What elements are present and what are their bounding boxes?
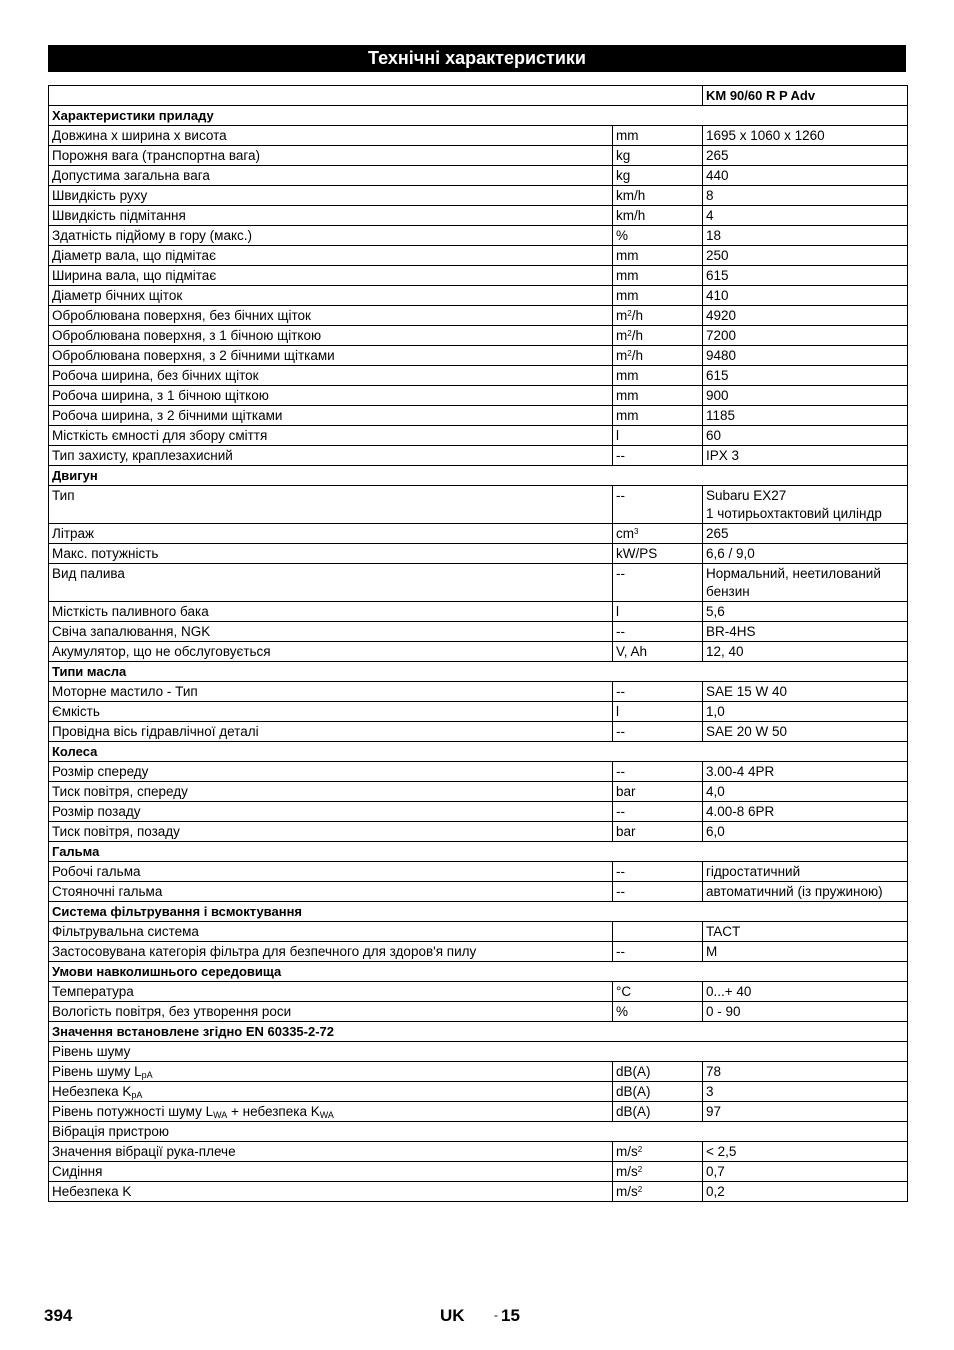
param-value: [703, 486, 908, 524]
section-heading: Значення встановлене згідно EN 60335-2-72: [49, 1022, 908, 1042]
param-unit: --: [613, 802, 703, 822]
table-row: [49, 982, 908, 1002]
value-line: 1,0: [706, 704, 725, 719]
param-value: [703, 186, 908, 206]
table-row: [49, 524, 908, 544]
value-line: 6,0: [706, 824, 725, 839]
value-line: 4920: [706, 308, 737, 323]
value-line: 0 - 90: [706, 1004, 741, 1019]
param-unit: l: [613, 426, 703, 446]
param-value: 0,2: [703, 1182, 908, 1202]
table-row: [49, 366, 908, 386]
param-unit: kg: [613, 166, 703, 186]
table-row: [49, 622, 908, 642]
value-line: 12, 40: [706, 644, 744, 659]
value-line: TACT: [706, 924, 741, 939]
section-heading: Типи масла: [49, 662, 908, 682]
param-value: [703, 346, 908, 366]
param-name: Швидкість підмітання: [49, 206, 613, 226]
param-name: Оброблювана поверхня, з 2 бічними щітками: [49, 346, 613, 366]
table-row: [49, 1142, 908, 1162]
param-name: Тип захисту, краплезахисний: [49, 446, 613, 466]
param-unit: --: [613, 622, 703, 642]
value-line: 4: [706, 208, 714, 223]
param-name: Стояночні гальма: [49, 882, 613, 902]
param-name: Оброблювана поверхня, з 1 бічною щіткою: [49, 326, 613, 346]
param-unit: [613, 306, 703, 326]
param-name: Діаметр бічних щіток: [49, 286, 613, 306]
table-row: [49, 762, 908, 782]
unit-text: dB(A): [616, 1084, 651, 1099]
param-name: [49, 1142, 613, 1162]
name-text-mid: + небезпека K: [227, 1104, 320, 1119]
unit-base: m: [616, 348, 628, 363]
table-row: [49, 166, 908, 186]
section-row: [49, 962, 908, 982]
param-unit: mm: [613, 266, 703, 286]
unit-exponent: 2: [637, 1145, 643, 1154]
value-line: 265: [706, 148, 729, 163]
unit-tail: /h: [631, 308, 643, 323]
unit-text: dB(A): [616, 1104, 651, 1119]
param-unit: l: [613, 602, 703, 622]
param-name: Розмір спереду: [49, 762, 613, 782]
subheading-cell: Рівень шуму: [49, 1042, 908, 1062]
param-value: [703, 406, 908, 426]
value-line: 4,0: [706, 784, 725, 799]
param-value: 78: [703, 1062, 908, 1082]
param-value: [703, 982, 908, 1002]
param-unit: mm: [613, 386, 703, 406]
page-title: Технічні характеристики: [48, 45, 906, 72]
value-line: BR-4HS: [706, 624, 756, 639]
table-row: [49, 544, 908, 564]
section-heading: Система фільтрування і всмоктування: [49, 902, 908, 922]
table-row: [49, 822, 908, 842]
subheading-cell: Вібрація пристрою: [49, 1122, 908, 1142]
value-line: 18: [706, 228, 722, 243]
section-heading: Умови навколишнього середовища: [49, 962, 908, 982]
param-unit: [613, 346, 703, 366]
value-line: 1695 x 1060 x 1260: [706, 128, 825, 143]
param-name: Діаметр вала, що підмітає: [49, 246, 613, 266]
param-name: Робочі гальма: [49, 862, 613, 882]
value-line: автоматичний (із пружиною): [706, 884, 883, 899]
param-name: [49, 1182, 613, 1202]
table-row: [49, 1122, 908, 1142]
param-value: [703, 882, 908, 902]
section-page-value: 15: [501, 1306, 520, 1325]
param-name: Порожня вага (транспортна вага): [49, 146, 613, 166]
unit-exponent: 3: [634, 527, 639, 536]
param-value: 3: [703, 1082, 908, 1102]
param-value: [703, 146, 908, 166]
param-name: Тиск повітря, позаду: [49, 822, 613, 842]
unit-base: m/s: [616, 1184, 638, 1199]
param-value: [703, 702, 908, 722]
param-unit: kg: [613, 146, 703, 166]
param-value: [703, 682, 908, 702]
param-unit: mm: [613, 366, 703, 386]
param-name: Довжина x ширина x висота: [49, 126, 613, 146]
value-line: 410: [706, 288, 729, 303]
page-number: 394: [44, 1306, 73, 1325]
param-unit: [613, 326, 703, 346]
param-name: Ємкість: [49, 702, 613, 722]
unit-text: dB(A): [616, 1064, 651, 1079]
param-unit: [613, 922, 703, 942]
table-row: [49, 682, 908, 702]
value-line-2: бензин: [706, 584, 750, 599]
param-name: Тип: [49, 486, 613, 524]
param-unit: --: [613, 564, 703, 602]
param-unit: mm: [613, 126, 703, 146]
param-unit: l: [613, 702, 703, 722]
param-unit: mm: [613, 406, 703, 426]
param-value: 97: [703, 1102, 908, 1122]
param-name: [49, 1082, 613, 1102]
value-line: 440: [706, 168, 729, 183]
section-row: [49, 902, 908, 922]
param-name: Швидкість руху: [49, 186, 613, 206]
param-value: [703, 306, 908, 326]
unit-exponent: 2: [627, 329, 632, 338]
param-name: Робоча ширина, з 2 бічними щітками: [49, 406, 613, 426]
param-value: [703, 622, 908, 642]
param-value: [703, 126, 908, 146]
page-dash: -: [494, 1308, 498, 1322]
table-row: [49, 862, 908, 882]
param-name: Місткість ємності для збору сміття: [49, 426, 613, 446]
param-name: Акумулятор, що не обслуговується: [49, 642, 613, 662]
param-unit: --: [613, 882, 703, 902]
table-row: [49, 306, 908, 326]
value-line: 3.00-4 4PR: [706, 764, 775, 779]
table-row: [49, 426, 908, 446]
table-row: [49, 722, 908, 742]
value-line: 615: [706, 268, 729, 283]
param-value: [703, 366, 908, 386]
param-name: Літраж: [49, 524, 613, 544]
unit-base: m/s: [616, 1164, 638, 1179]
param-value: [703, 564, 908, 602]
param-name: Здатність підйому в гору (макс.): [49, 226, 613, 246]
param-value: [703, 862, 908, 882]
table-row: [49, 486, 908, 524]
param-unit: km/h: [613, 186, 703, 206]
param-unit: km/h: [613, 206, 703, 226]
table-row: [49, 782, 908, 802]
param-value: [703, 942, 908, 962]
param-unit: --: [613, 722, 703, 742]
table-row: [49, 1042, 908, 1062]
section-heading: Двигун: [49, 466, 908, 486]
param-unit: [613, 1062, 703, 1082]
header-blank: [49, 86, 703, 106]
param-name: Провідна вісь гідравлічної деталі: [49, 722, 613, 742]
section-row: [49, 742, 908, 762]
param-unit: --: [613, 682, 703, 702]
unit-exponent: 2: [637, 1165, 643, 1174]
name-subscript: pA: [141, 1070, 153, 1080]
param-name: Застосовувана категорія фільтра для безпечного для здоров'я пилу: [49, 942, 613, 962]
name-text: Небезпека K: [52, 1084, 132, 1099]
table-row: [49, 564, 908, 602]
table-row: [49, 246, 908, 266]
unit-base: cm: [616, 526, 634, 541]
section-row: [49, 842, 908, 862]
table-row: [49, 126, 908, 146]
param-name: Тиск повітря, спереду: [49, 782, 613, 802]
value-line: M: [706, 944, 718, 959]
param-value: [703, 722, 908, 742]
value-line: 900: [706, 388, 729, 403]
table-row: [49, 702, 908, 722]
param-value: [703, 166, 908, 186]
param-unit: bar: [613, 782, 703, 802]
value-line: 0...+ 40: [706, 984, 752, 999]
param-value: [703, 782, 908, 802]
param-name: Ширина вала, що підмітає: [49, 266, 613, 286]
param-value: [703, 286, 908, 306]
param-value: [703, 426, 908, 446]
value-line: 5,6: [706, 604, 725, 619]
param-unit: %: [613, 1002, 703, 1022]
name-text: Сидіння: [52, 1164, 103, 1179]
section-heading: Колеса: [49, 742, 908, 762]
value-line: 265: [706, 526, 729, 541]
param-unit: mm: [613, 246, 703, 266]
param-unit: kW/PS: [613, 544, 703, 564]
param-unit: V, Ah: [613, 642, 703, 662]
param-value: [703, 544, 908, 564]
param-value: [703, 922, 908, 942]
value-line: 615: [706, 368, 729, 383]
unit-exponent: 2: [637, 1185, 643, 1194]
table-row: [49, 266, 908, 286]
value-line: SAE 15 W 40: [706, 684, 788, 699]
param-name: Вид палива: [49, 564, 613, 602]
param-unit: [613, 1142, 703, 1162]
value-line: SAE 20 W 50: [706, 724, 788, 739]
table-row: [49, 1162, 908, 1182]
param-value: [703, 524, 908, 544]
param-unit: %: [613, 226, 703, 246]
value-line: 8: [706, 188, 714, 203]
param-value: [703, 802, 908, 822]
param-value: [703, 326, 908, 346]
value-line: гідростатичний: [706, 864, 801, 879]
section-row: [49, 1022, 908, 1042]
table-row: [49, 226, 908, 246]
language-code: UK: [440, 1306, 465, 1325]
name-text: Рівень шуму L: [52, 1064, 142, 1079]
param-unit: bar: [613, 822, 703, 842]
param-name: Розмір позаду: [49, 802, 613, 822]
table-row: [49, 186, 908, 206]
table-row: [49, 206, 908, 226]
table-row: [49, 1082, 908, 1102]
value-line: 250: [706, 248, 729, 263]
param-name: Допустима загальна вага: [49, 166, 613, 186]
value-line: Subaru EX27: [706, 488, 787, 503]
table-row: [49, 882, 908, 902]
table-row: [49, 286, 908, 306]
param-name: Місткість паливного бака: [49, 602, 613, 622]
table-row: [49, 406, 908, 426]
name-subscript: WA: [213, 1110, 228, 1120]
unit-tail: /h: [631, 348, 643, 363]
value-line: 7200: [706, 328, 737, 343]
spec-table: [48, 85, 908, 1202]
param-name: [49, 1162, 613, 1182]
section-row: [49, 106, 908, 126]
table-row: [49, 1062, 908, 1082]
param-value: 0,7: [703, 1162, 908, 1182]
value-line: 60: [706, 428, 722, 443]
section-row: [49, 466, 908, 486]
name-text: Значення вібрації рука-плече: [52, 1144, 236, 1159]
table-row: [49, 346, 908, 366]
section-page-number: [494, 1306, 520, 1326]
section-heading: Гальма: [49, 842, 908, 862]
value-line: Нормальний, неетилований: [706, 566, 881, 581]
param-value: [703, 446, 908, 466]
param-name: Робоча ширина, без бічних щіток: [49, 366, 613, 386]
param-unit: °C: [613, 982, 703, 1002]
param-unit: [613, 524, 703, 544]
table-row: [49, 802, 908, 822]
table-row: [49, 602, 908, 622]
name-subscript: pA: [131, 1090, 143, 1100]
unit-base: m: [616, 308, 628, 323]
section-row: [49, 662, 908, 682]
param-unit: --: [613, 862, 703, 882]
param-value: [703, 386, 908, 406]
param-unit: --: [613, 942, 703, 962]
unit-exponent: 2: [627, 349, 632, 358]
unit-base: m/s: [616, 1144, 638, 1159]
param-name: Моторне мастило - Тип: [49, 682, 613, 702]
name-text: Небезпека K: [52, 1184, 132, 1199]
param-value: [703, 266, 908, 286]
section-heading: Характеристики приладу: [49, 106, 908, 126]
table-row: [49, 1102, 908, 1122]
table-header-row: [49, 86, 908, 106]
param-value: [703, 226, 908, 246]
param-value: [703, 246, 908, 266]
value-line: 1185: [706, 408, 736, 423]
param-unit: [613, 1182, 703, 1202]
table-row: [49, 146, 908, 166]
value-line-2: 1 чотирьохтактовий циліндр: [706, 506, 882, 521]
param-name: Фільтрувальна система: [49, 922, 613, 942]
table-row: [49, 1182, 908, 1202]
param-name: Оброблювана поверхня, без бічних щіток: [49, 306, 613, 326]
param-name: Робоча ширина, з 1 бічною щіткою: [49, 386, 613, 406]
value-line: 9480: [706, 348, 737, 363]
value-line: 6,6 / 9,0: [706, 546, 755, 561]
name-subscript-2: WA: [319, 1110, 334, 1120]
table-row: [49, 1002, 908, 1022]
param-unit: --: [613, 486, 703, 524]
value-line: IPX 3: [706, 448, 740, 463]
model-name: KM 90/60 R P Adv: [703, 86, 908, 106]
param-unit: --: [613, 446, 703, 466]
param-value: [703, 206, 908, 226]
name-text: Рівень потужності шуму L: [52, 1104, 214, 1119]
value-line: 4.00-8 6PR: [706, 804, 775, 819]
param-value: [703, 642, 908, 662]
table-row: [49, 922, 908, 942]
unit-base: m: [616, 328, 628, 343]
param-name: Вологість повітря, без утворення роси: [49, 1002, 613, 1022]
param-value: [703, 822, 908, 842]
param-value: [703, 762, 908, 782]
table-row: [49, 446, 908, 466]
param-value: [703, 602, 908, 622]
unit-tail: /h: [631, 328, 643, 343]
table-row: [49, 386, 908, 406]
param-value: < 2,5: [703, 1142, 908, 1162]
param-unit: [613, 1162, 703, 1182]
param-value: [703, 1002, 908, 1022]
param-unit: --: [613, 762, 703, 782]
unit-exponent: 2: [627, 309, 632, 318]
param-name: Температура: [49, 982, 613, 1002]
param-unit: mm: [613, 286, 703, 306]
param-unit: [613, 1102, 703, 1122]
table-row: [49, 942, 908, 962]
param-name: Свіча запалювання, NGK: [49, 622, 613, 642]
param-name: Макс. потужність: [49, 544, 613, 564]
param-name: [49, 1062, 613, 1082]
param-name: [49, 1102, 613, 1122]
table-row: [49, 326, 908, 346]
table-row: [49, 642, 908, 662]
param-unit: [613, 1082, 703, 1102]
